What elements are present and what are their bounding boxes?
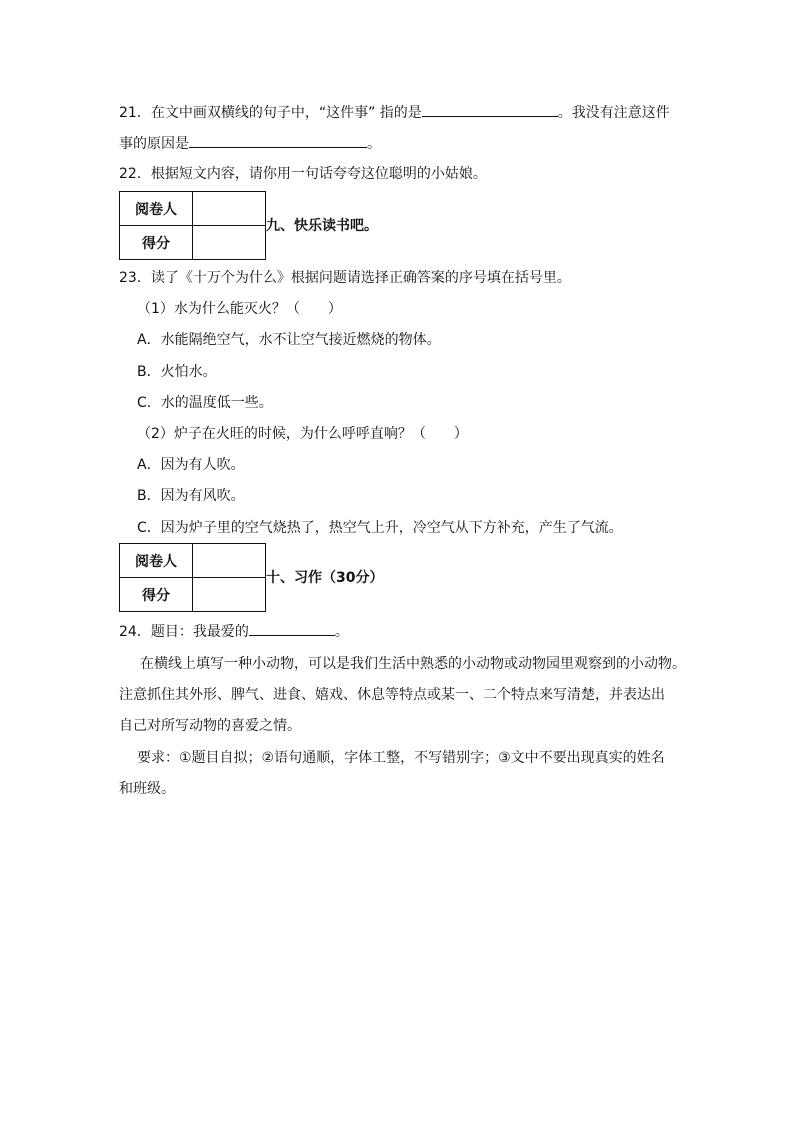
q23-sub2-option-c: C．因为炉子里的空气烧热了，热空气上升，冷空气从下方补充，产生了气流。: [137, 520, 623, 536]
reviewer-label: 阅卷人: [120, 544, 193, 578]
q24-para1-line-2: 注意抓住其外形、脾气、进食、嬉戏、休息等特点或某一、二个特点来写清楚，并表达出: [119, 687, 665, 703]
q23-sub2-option-b: B．因为有风吹。: [137, 488, 245, 504]
q21-text-end: 。: [367, 136, 381, 152]
q21-text-after: 。我没有注意这件: [557, 105, 670, 121]
q23-sub1-option-a: A．水能隔绝空气，水不让空气接近燃烧的物体。: [137, 332, 441, 348]
reviewer-label: 阅卷人: [120, 192, 193, 226]
q21-text-before: 21．在文中画双横线的句子中，“这件事” 指的是: [119, 105, 422, 121]
score-label: 得分: [120, 226, 193, 260]
q23-stem: 23．读了《十万个为什么》根据问题请选择正确答案的序号填在括号里。: [119, 270, 571, 286]
score-box-2: [119, 543, 266, 612]
section-10-heading: 十、习作（30分）: [266, 570, 384, 586]
q23-sub1-option-b: B．火怕水。: [137, 364, 217, 380]
q24-title-line: [119, 621, 349, 642]
q21-answer-blank-2[interactable]: [189, 133, 367, 148]
score-cell[interactable]: [193, 226, 266, 260]
q21-text-reason: 事的原因是: [119, 136, 189, 152]
q23-sub2-option-a: A．因为有人吹。: [137, 457, 245, 473]
reviewer-cell[interactable]: [193, 192, 266, 226]
q21-line-2: [119, 133, 381, 154]
score-cell[interactable]: [193, 578, 266, 612]
reviewer-cell[interactable]: [193, 544, 266, 578]
score-label: 得分: [120, 578, 193, 612]
q24-req-line-2: 和班级。: [119, 781, 175, 797]
q24-title-before: 24．题目：我最爱的: [119, 624, 249, 640]
q23-sub1-option-c: C．水的温度低一些。: [137, 395, 273, 411]
q21-answer-blank-1[interactable]: [422, 102, 558, 117]
score-box-1: [119, 191, 266, 260]
q24-title-after: 。: [334, 624, 349, 640]
q23-sub1-question: （1）水为什么能灭火？（ ）: [137, 301, 342, 317]
q24-para1-line-1: 在横线上填写一种小动物，可以是我们生活中熟悉的小动物或动物园里观察到的小动物。: [140, 656, 686, 672]
q21-line-1: [119, 102, 670, 123]
q24-para1-line-3: 自己对所写动物的喜爱之情。: [119, 718, 301, 734]
q24-title-blank[interactable]: [249, 621, 335, 636]
q24-req-line-1: 要求：①题目自拟；②语句通顺，字体工整，不写错别字；③文中不要出现真实的姓名: [137, 750, 665, 766]
q22-text: 22．根据短文内容，请你用一句话夸夸这位聪明的小姑娘。: [119, 166, 487, 182]
section-9-heading: 九、快乐读书吧。: [266, 218, 378, 234]
q23-sub2-question: （2）炉子在火旺的时候，为什么呼呼直响？（ ）: [137, 426, 468, 442]
